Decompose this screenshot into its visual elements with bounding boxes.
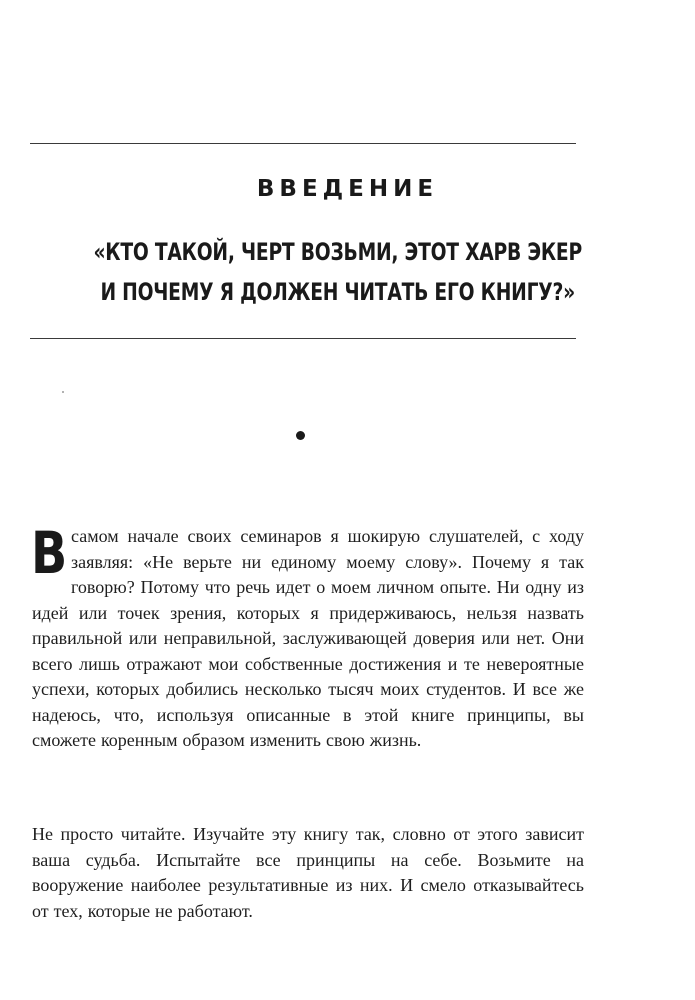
bottom-rule — [30, 338, 576, 339]
body-paragraph-2: Не просто читайте. Изучайте эту книгу так, словно от этого зависит ваша судьба. Испытайте все принципы на себе. Возьмите на вооружение наиболее результативные из них. И смело отказывайтесь от тех, которые не работают. — [32, 824, 584, 921]
paragraph-1-text: самом начале своих семинаров я шокирую слушателей, с ходу заявляя: «Не верьте ни единому моему слову». Почему я так говорю? Потому что речь идет о моем личном опыте. Ни одну из идей или точек зрения, которых я придерживаюсь, нельзя назвать правильной или неправильной, заслуживающей доверия или нет. Они всего лишь отражают мои собственные достижения и те невероятные успехи, которых добились несколько тысяч моих студентов. И все же надеюсь, что, используя описанные в этой книге принципы, вы сможете коренным образом изменить свою жизнь. — [32, 526, 584, 750]
section-bullet-icon — [296, 431, 305, 440]
top-rule — [30, 143, 576, 144]
print-speck — [62, 391, 64, 393]
chapter-title-line-1: «КТО ТАКОЙ, ЧЕРТ ВОЗЬМИ, ЭТОТ ХАРВ ЭКЕР — [93, 238, 582, 266]
chapter-title-line-2: И ПОЧЕМУ Я ДОЛЖЕН ЧИТАТЬ ЕГО КНИГУ?» — [100, 278, 575, 306]
chapter-label: ВВЕДЕНИЕ — [256, 176, 439, 202]
drop-cap: В — [31, 519, 68, 587]
chapter-title — [67, 232, 609, 312]
body-paragraph-1 — [31, 519, 584, 754]
